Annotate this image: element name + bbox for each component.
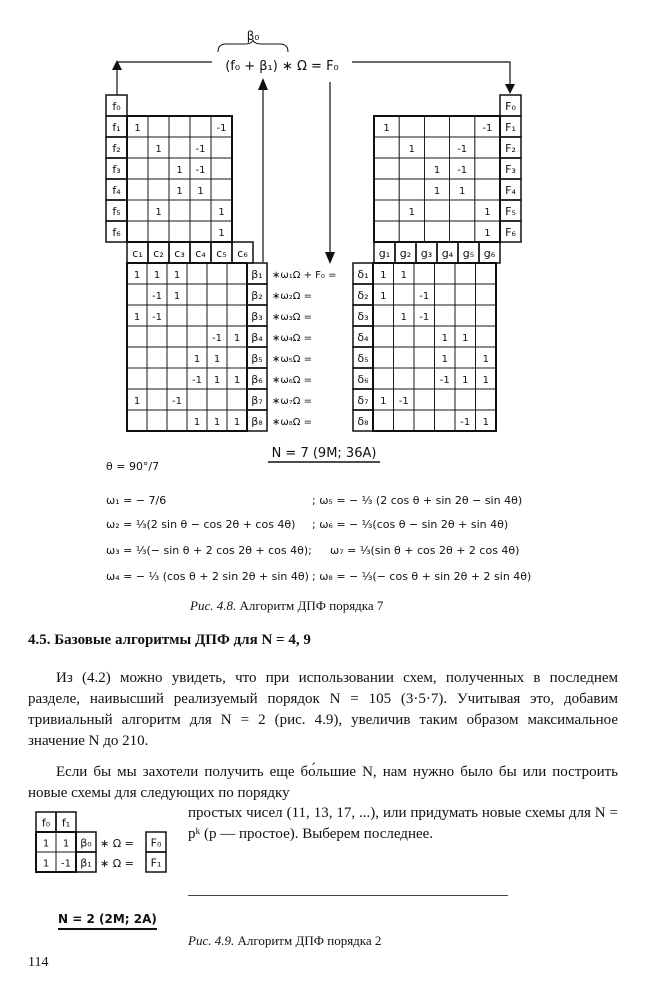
- left-matrix-cell: [190, 221, 211, 242]
- left-matrix-cell: [148, 179, 169, 200]
- f-label: f₁: [61, 816, 71, 830]
- f-row-label: f₄: [112, 184, 121, 198]
- right-matrix-value: 1: [484, 228, 491, 240]
- bottom-right-matrix-value: -1: [460, 417, 471, 429]
- bottom-right-matrix-cell: [414, 389, 435, 410]
- delta-label: δ₇: [357, 394, 369, 408]
- left-matrix-cell: [169, 221, 190, 242]
- right-matrix-cell: [450, 116, 475, 137]
- bottom-right-matrix-value: -1: [398, 396, 409, 408]
- bottom-right-matrix-value: -1: [439, 375, 450, 387]
- bottom-right-matrix-value: -1: [419, 291, 430, 303]
- F-row-label: F₄: [505, 184, 516, 198]
- n2-matrix-value: -1: [61, 858, 71, 870]
- c-label: c₂: [153, 247, 164, 261]
- left-matrix-value: -1: [216, 123, 227, 135]
- figure-4-9: [30, 806, 180, 878]
- omega-op: ∗ω₅Ω =: [272, 354, 312, 365]
- left-matrix-value: 1: [134, 123, 141, 135]
- bottom-left-matrix-value: -1: [212, 333, 222, 345]
- bottom-right-matrix-value: 1: [482, 417, 489, 429]
- left-matrix-cell: [127, 221, 148, 242]
- bottom-left-matrix-cell: [207, 305, 227, 326]
- right-matrix-cell: [424, 221, 449, 242]
- omega-op: ∗ω₃Ω =: [272, 312, 312, 323]
- f-row-label: f₂: [112, 142, 121, 156]
- bottom-left-matrix-cell: [207, 389, 227, 410]
- paragraph-2: [28, 762, 618, 804]
- right-matrix-cell: [450, 200, 475, 221]
- bottom-left-matrix-value: 1: [233, 333, 241, 345]
- arrow-head: [325, 252, 335, 264]
- beta-label: β₃: [251, 310, 263, 324]
- caption-prefix: Рис. 4.9.: [188, 933, 235, 948]
- bottom-right-matrix-cell: [476, 284, 497, 305]
- right-matrix-cell: [374, 221, 399, 242]
- c-label: c₆: [237, 247, 248, 261]
- beta-label: β₁: [80, 856, 92, 870]
- omega-op: ∗ Ω =: [100, 857, 134, 870]
- right-matrix-value: -1: [482, 123, 493, 135]
- f-row-label: f₆: [112, 226, 121, 240]
- theta-formula: θ = 90°/7: [106, 460, 160, 473]
- beta-label: β₅: [251, 352, 263, 366]
- bottom-left-matrix-value: 1: [233, 417, 241, 429]
- f0-label: f₀: [112, 100, 121, 114]
- beta0-label: β₀: [246, 29, 260, 43]
- g-label: g₂: [399, 247, 412, 261]
- omega-7: ω₇ = ⅓(sin θ + cos 2θ + 2 cos 4θ): [330, 544, 520, 557]
- bottom-right-matrix-cell: [373, 347, 394, 368]
- bottom-right-matrix-cell: [373, 410, 394, 431]
- delta-label: δ₆: [357, 373, 369, 387]
- right-matrix-value: 1: [383, 123, 390, 135]
- bottom-left-matrix-cell: [227, 305, 247, 326]
- bottom-left-matrix-value: 1: [133, 270, 141, 282]
- bottom-left-matrix-value: -1: [152, 312, 162, 324]
- left-matrix-cell: [169, 200, 190, 221]
- bottom-right-matrix-cell: [455, 389, 476, 410]
- right-matrix-cell: [475, 137, 500, 158]
- left-matrix-cell: [148, 116, 169, 137]
- complexity: N = 7 (9M; 36A): [271, 446, 377, 461]
- c-label: c₅: [216, 247, 227, 261]
- bottom-left-matrix-cell: [127, 368, 147, 389]
- bottom-left-matrix-cell: [127, 326, 147, 347]
- complexity-text: N = 2 (2M; 2A): [58, 912, 157, 930]
- bottom-right-matrix-cell: [435, 305, 456, 326]
- bottom-right-matrix-value: 1: [462, 333, 469, 345]
- bottom-right-matrix-value: 1: [380, 291, 387, 303]
- bottom-right-matrix-cell: [414, 410, 435, 431]
- bottom-left-matrix-cell: [167, 347, 187, 368]
- bottom-right-matrix-cell: [394, 347, 415, 368]
- bottom-right-matrix-value: 1: [462, 375, 469, 387]
- bottom-left-matrix-value: 1: [233, 375, 241, 387]
- bottom-left-matrix-value: 1: [153, 270, 161, 282]
- right-matrix-value: 1: [408, 144, 415, 156]
- left-matrix-cell: [148, 221, 169, 242]
- delta-label: δ₂: [357, 289, 369, 303]
- figure-4-8: [0, 0, 648, 470]
- bottom-right-matrix-value: 1: [400, 312, 407, 324]
- c-label: c₃: [174, 247, 185, 261]
- right-matrix-cell: [374, 200, 399, 221]
- bottom-left-matrix-value: -1: [172, 396, 182, 408]
- bottom-right-matrix-cell: [414, 368, 435, 389]
- bottom-left-matrix-value: 1: [213, 354, 221, 366]
- left-matrix-value: 1: [218, 228, 225, 240]
- right-matrix-cell: [399, 158, 424, 179]
- omega-op: ∗ω₂Ω =: [272, 291, 312, 302]
- bottom-right-matrix-cell: [476, 326, 497, 347]
- delta-label: δ₃: [357, 310, 369, 324]
- bottom-right-matrix-cell: [373, 305, 394, 326]
- n2-matrix-value: 1: [62, 838, 70, 850]
- left-matrix-cell: [127, 158, 148, 179]
- bottom-right-matrix-cell: [373, 368, 394, 389]
- beta-label: β₂: [251, 289, 263, 303]
- omega-op: ∗ω₆Ω =: [272, 375, 312, 386]
- section-heading: [28, 632, 311, 649]
- bottom-right-matrix-cell: [414, 347, 435, 368]
- bottom-right-matrix-cell: [476, 389, 497, 410]
- omega-1: ω₁ = − 7/6: [106, 494, 167, 507]
- bottom-left-matrix-cell: [187, 389, 207, 410]
- bottom-right-matrix-cell: [394, 410, 415, 431]
- delta-label: δ₄: [357, 331, 369, 345]
- bottom-left-matrix-value: 1: [193, 417, 201, 429]
- bottom-left-matrix-value: 1: [133, 396, 141, 408]
- bottom-left-matrix-value: 1: [133, 312, 141, 324]
- bottom-right-matrix-cell: [455, 347, 476, 368]
- bottom-right-matrix-cell: [455, 263, 476, 284]
- bottom-right-matrix-cell: [414, 326, 435, 347]
- omega-5: ; ω₅ = − ⅓ (2 cos θ + sin 2θ − sin 4θ): [312, 494, 523, 507]
- bottom-right-matrix-cell: [435, 284, 456, 305]
- bottom-left-matrix-cell: [127, 410, 147, 431]
- section-number: 4.5.: [28, 632, 51, 648]
- bottom-right-matrix-cell: [373, 326, 394, 347]
- F-row-label: F₅: [505, 205, 516, 219]
- beta-label: β₆: [251, 373, 263, 387]
- caption-fig-4-8: [190, 598, 383, 614]
- bottom-right-matrix-cell: [394, 326, 415, 347]
- right-matrix-value: 1: [484, 207, 491, 219]
- right-matrix-cell: [475, 158, 500, 179]
- bottom-left-matrix-cell: [167, 326, 187, 347]
- bottom-left-matrix-cell: [227, 389, 247, 410]
- f-row-label: f₃: [112, 163, 121, 177]
- omega-3: ω₃ = ⅓(− sin θ + 2 cos 2θ + cos 4θ);: [106, 544, 312, 557]
- left-matrix-cell: [211, 158, 232, 179]
- caption-text: Алгоритм ДПФ порядка 7: [239, 598, 384, 613]
- right-matrix-cell: [424, 116, 449, 137]
- bottom-right-matrix-value: 1: [400, 270, 407, 282]
- bottom-left-matrix-value: 1: [213, 417, 221, 429]
- bottom-left-matrix-cell: [187, 305, 207, 326]
- right-matrix-cell: [399, 221, 424, 242]
- bottom-left-matrix-cell: [127, 347, 147, 368]
- F-row-label: F₁: [505, 121, 516, 135]
- g-label: g₃: [420, 247, 433, 261]
- bottom-right-matrix-value: 1: [441, 333, 448, 345]
- paragraph-1-text: Из (4.2) можно увидеть, что при использовании схем, полученных в последнем разделе, наивысший реализуемый порядок N = 105 (3·5·7). Учитывая это, добавим тривиальный алгоритм для N = 2 (рис. 4.9), увеличив таким образом максимальное значение N до 210.: [28, 670, 618, 749]
- caption-fig-4-9: [188, 933, 381, 949]
- omega-op: ∗ Ω =: [100, 837, 134, 850]
- bottom-right-matrix-cell: [435, 263, 456, 284]
- left-matrix-value: 1: [176, 186, 183, 198]
- bottom-right-matrix-cell: [414, 263, 435, 284]
- n2-matrix-value: 1: [42, 838, 50, 850]
- bottom-left-matrix-cell: [147, 410, 167, 431]
- bottom-right-matrix-value: 1: [482, 375, 489, 387]
- arrow-head: [505, 84, 515, 94]
- left-matrix-cell: [211, 179, 232, 200]
- bottom-right-matrix-cell: [476, 263, 497, 284]
- right-matrix-cell: [399, 116, 424, 137]
- left-matrix-cell: [190, 200, 211, 221]
- omega-op: ∗ω₈Ω =: [272, 417, 312, 428]
- bottom-left-matrix-value: 1: [213, 375, 221, 387]
- bottom-right-matrix-value: 1: [441, 354, 448, 366]
- n2-matrix-value: 1: [42, 858, 50, 870]
- right-matrix-value: -1: [457, 144, 468, 156]
- left-matrix-value: 1: [155, 144, 162, 156]
- bottom-right-matrix-cell: [394, 368, 415, 389]
- f-row-label: f₅: [112, 205, 121, 219]
- right-matrix-cell: [424, 137, 449, 158]
- right-matrix-cell: [399, 179, 424, 200]
- omega-op: ∗ω₄Ω =: [272, 333, 312, 344]
- right-matrix-value: 1: [459, 186, 466, 198]
- g-label: g₁: [378, 247, 391, 261]
- bottom-left-matrix-value: -1: [152, 291, 162, 303]
- g-label: g₅: [462, 247, 475, 261]
- bottom-right-matrix-cell: [455, 284, 476, 305]
- delta-label: δ₈: [357, 415, 369, 429]
- caption-prefix: Рис. 4.8.: [190, 598, 237, 613]
- right-matrix-value: -1: [457, 165, 468, 177]
- left-matrix-cell: [127, 137, 148, 158]
- arrow-head: [258, 78, 268, 90]
- f-label: f₀: [41, 816, 51, 830]
- beta-label: β₈: [251, 415, 263, 429]
- bottom-left-matrix-cell: [187, 326, 207, 347]
- bottom-left-matrix-cell: [147, 368, 167, 389]
- right-matrix-value: 1: [433, 186, 441, 198]
- right-matrix-cell: [374, 137, 399, 158]
- beta-label: β₁: [251, 268, 263, 282]
- bottom-left-matrix-cell: [147, 347, 167, 368]
- bottom-right-matrix-value: 1: [380, 270, 387, 282]
- paragraph-2-text: Если бы мы захотели получить еще бо́льшие N, нам нужно было бы или построить новые схемы для следующих по порядку: [28, 764, 618, 801]
- bottom-left-matrix-cell: [147, 326, 167, 347]
- bottom-left-matrix-cell: [167, 368, 187, 389]
- omega-8: ; ω₈ = − ⅓(− cos θ + sin 2θ + 2 sin 4θ): [312, 570, 532, 583]
- right-matrix-value: 1: [433, 165, 441, 177]
- left-matrix-value: 1: [197, 186, 204, 198]
- bottom-right-matrix-value: 1: [380, 396, 387, 408]
- F-label: F₁: [150, 856, 162, 870]
- omega-op: ∗ω₁Ω + F₀ =: [272, 270, 337, 281]
- bottom-left-matrix-value: 1: [173, 291, 181, 303]
- bottom-left-matrix-cell: [227, 284, 247, 305]
- bottom-right-matrix-value: -1: [419, 312, 430, 324]
- delta-label: δ₅: [357, 352, 369, 366]
- f-row-label: f₁: [112, 121, 121, 135]
- fig-4-9-complexity: [58, 912, 157, 926]
- right-matrix-cell: [424, 200, 449, 221]
- omega-6: ; ω₆ = − ⅓(cos θ − sin 2θ + sin 4θ): [312, 518, 509, 531]
- c-label: c₁: [132, 247, 143, 261]
- paragraph-1: [28, 668, 618, 752]
- right-matrix-value: 1: [408, 207, 415, 219]
- bottom-left-matrix-cell: [227, 347, 247, 368]
- left-matrix-cell: [169, 116, 190, 137]
- beta-label: β₄: [251, 331, 263, 345]
- omega-formulas: [100, 458, 540, 588]
- bottom-left-matrix-cell: [207, 263, 227, 284]
- omega-4: ω₄ = − ⅓ (cos θ + 2 sin 2θ + sin 4θ): [106, 570, 309, 583]
- bottom-left-matrix-cell: [167, 410, 187, 431]
- left-matrix-value: -1: [195, 144, 206, 156]
- F0-label: F₀: [505, 100, 516, 114]
- bottom-right-matrix-cell: [476, 305, 497, 326]
- paragraph-2-wrap: простых чисел (11, 13, 17, ...), или придумать новые схемы для N = pᵏ (p — простое). Выберем последнее.: [188, 805, 618, 842]
- bottom-right-matrix-cell: [435, 410, 456, 431]
- bottom-left-matrix-cell: [167, 305, 187, 326]
- section-title: Базовые алгоритмы ДПФ для N = 4, 9: [54, 632, 311, 648]
- delta-label: δ₁: [357, 268, 369, 282]
- left-matrix-cell: [127, 179, 148, 200]
- left-matrix-value: 1: [155, 207, 162, 219]
- bottom-right-matrix-cell: [394, 284, 415, 305]
- bottom-left-matrix-cell: [207, 284, 227, 305]
- c-label: c₄: [195, 247, 206, 261]
- top-equation: (f₀ + β₁) ∗ Ω = F₀: [225, 59, 339, 74]
- g-label: g₄: [441, 247, 454, 261]
- left-matrix-value: 1: [176, 165, 183, 177]
- right-matrix-cell: [374, 179, 399, 200]
- arrow-line-left: [117, 62, 212, 95]
- right-matrix-cell: [475, 179, 500, 200]
- right-matrix-cell: [450, 221, 475, 242]
- F-row-label: F₆: [505, 226, 516, 240]
- bottom-left-matrix-cell: [127, 284, 147, 305]
- left-matrix-cell: [127, 200, 148, 221]
- bottom-right-matrix-cell: [435, 389, 456, 410]
- bottom-right-matrix-value: 1: [482, 354, 489, 366]
- bottom-left-matrix-cell: [187, 263, 207, 284]
- bottom-left-matrix-value: 1: [193, 354, 201, 366]
- left-matrix-cell: [169, 137, 190, 158]
- left-matrix-value: -1: [195, 165, 206, 177]
- left-matrix-value: 1: [218, 207, 225, 219]
- caption-text: Алгоритм ДПФ порядка 2: [237, 933, 382, 948]
- omega-2: ω₂ = ⅓(2 sin θ − cos 2θ + cos 4θ): [106, 518, 296, 531]
- bottom-right-matrix-cell: [455, 305, 476, 326]
- bottom-left-matrix-cell: [147, 389, 167, 410]
- F-row-label: F₂: [505, 142, 516, 156]
- bottom-left-matrix-cell: [227, 263, 247, 284]
- beta-label: β₇: [251, 394, 263, 408]
- left-matrix-cell: [190, 116, 211, 137]
- F-row-label: F₃: [505, 163, 516, 177]
- arrow-line-right: [352, 62, 510, 92]
- omega-op: ∗ω₇Ω =: [272, 396, 312, 407]
- page-number: 114: [28, 955, 49, 970]
- left-matrix-cell: [148, 158, 169, 179]
- bottom-left-matrix-cell: [187, 284, 207, 305]
- F-label: F₀: [150, 836, 162, 850]
- g-label: g₆: [483, 247, 496, 261]
- bottom-left-matrix-value: -1: [192, 375, 202, 387]
- bottom-left-matrix-value: 1: [173, 270, 181, 282]
- beta-label: β₀: [80, 836, 92, 850]
- left-matrix-cell: [211, 137, 232, 158]
- separator-rule: [188, 895, 508, 896]
- right-matrix-cell: [374, 158, 399, 179]
